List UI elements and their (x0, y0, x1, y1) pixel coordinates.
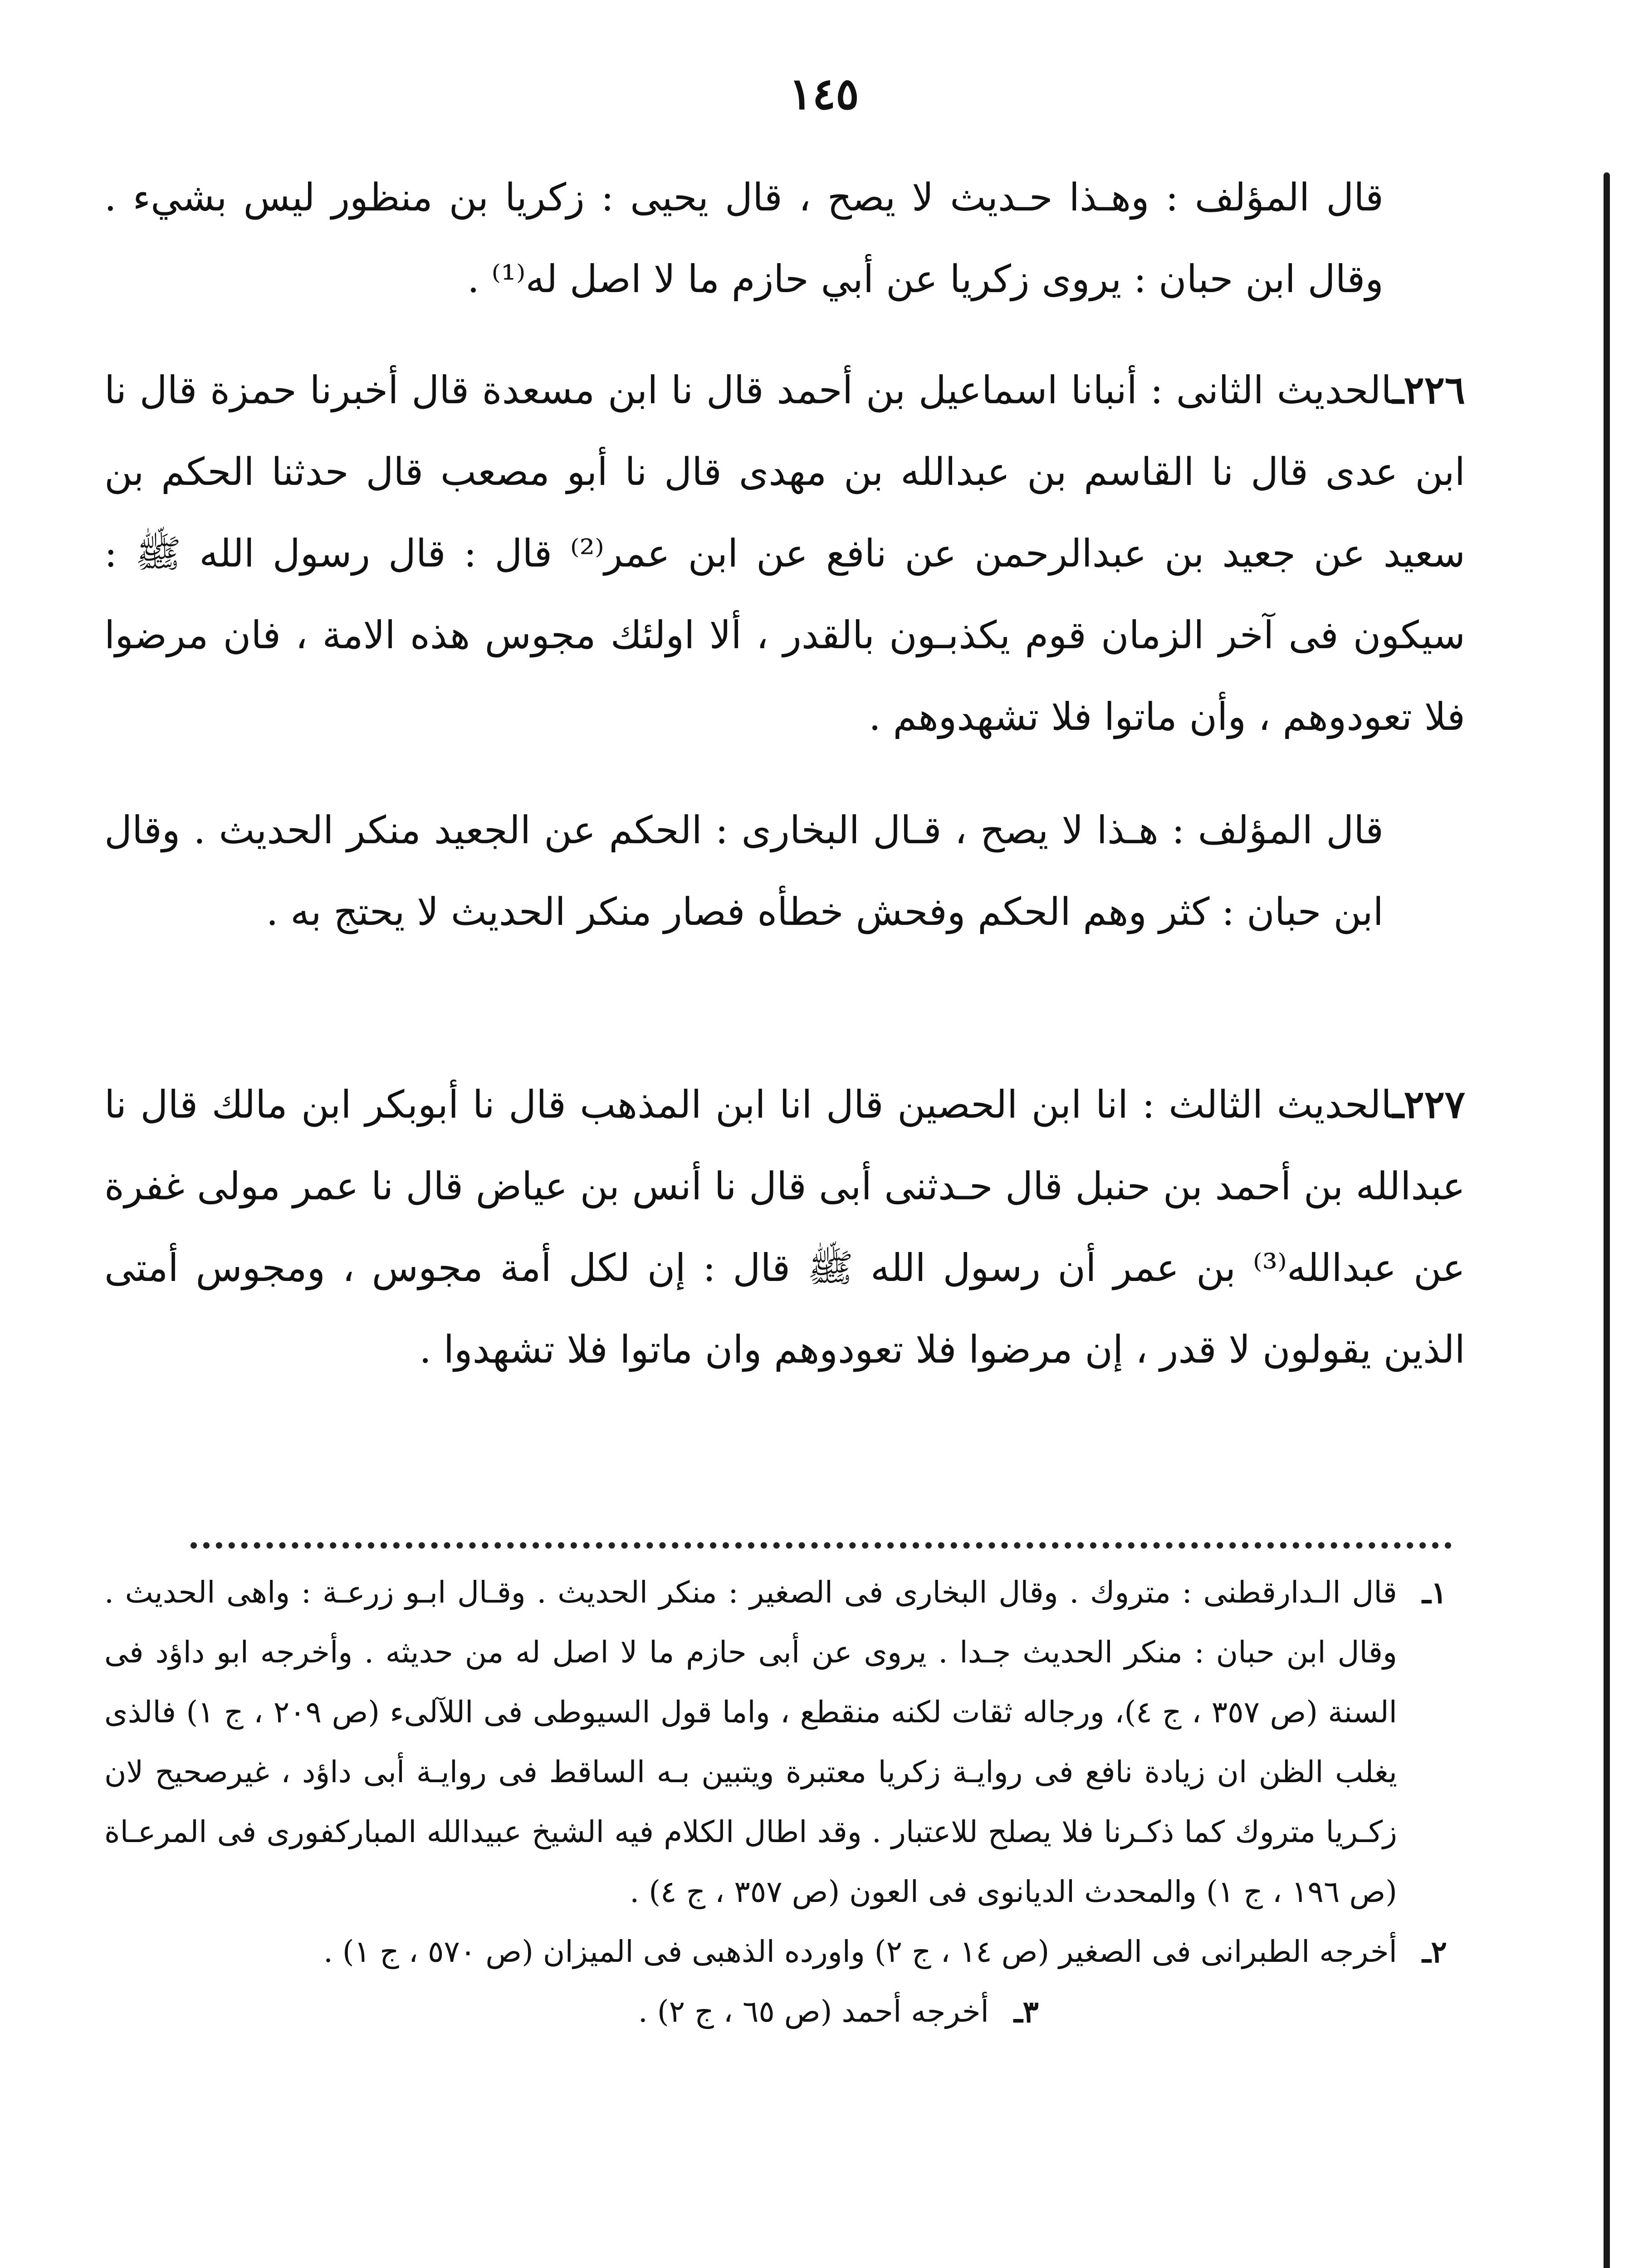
paragraph-text: قال المؤلف : هـذا لا يصح ، قـال البخارى : الحكم عن الجعيد منكر الحديث . وقال ابن حبان : كثر وهم الحكم وفحش خطأه فصار منكر الحديث لا يحتج به . (104, 808, 1384, 934)
footnote-1 (104, 1563, 1447, 1922)
paragraph-body (104, 349, 1465, 758)
paragraph-author-comment-1 (104, 156, 1465, 320)
footnote-text: أخرجه الطبرانى فى الصغير (ص ١٤ ، ج ٢) واورده الذهبى فى الميزان (ص ٥٧٠ ، ج ١) . (323, 1934, 1397, 1969)
paragraph-hadith-227 (104, 1064, 1465, 1390)
footnote-text: قال الـدارقطنى : متروك . وقال البخارى فى الصغير : منكر الحديث . وقـال ابـو زرعـة : واهى الحديث . وقال ابن حبان : منكر الحديث جـدا . يروى عن أبى حازم ما لا اصل له من حديثه . وأخرجه ابو داؤد فى السنة (ص ٣٥٧ ، ج ٤)، ورجاله ثقات لكنه منقطع ، واما قول السيوطى فى اللآلىء (ص ٢٠٩ ، ج ١) فالذى يغلب الظن ان زيادة نافع فى روايـة زكريا معتبرة ويتبين بـه الساقط فى روايـة أبى داؤد ، غيرصحيح لان زكـريا متروك كما ذكـرنا فلا يصلح للاعتبار . وقد اطال الكلام فيه الشيخ عبيدالله المباركفورى فى المرعـاة (ص ١٩٦ ، ج ١) والمحدث الديانوى فى العون (ص ٣٥٧ ، ج ٤) . (104, 1575, 1398, 1909)
hadith-number: ٢٢٦ـ (1393, 367, 1465, 412)
footnote-text: أخرجه أحمد (ص ٦٥ ، ج ٢) . (638, 1994, 989, 2029)
footnotes (104, 1563, 1447, 2042)
hadith-number: ٢٢٧ـ (1393, 1082, 1465, 1127)
footnote-3 (104, 1982, 1447, 2042)
paragraph-hadith-226 (104, 349, 1465, 758)
paragraph-text: قال المؤلف : وهـذا حـديث لا يصح ، قال يحيى : زكريا بن منظور ليس بشيء . وقال ابن حبان : يروى زكريا عن أبي حازم ما لا اصل له⁽¹⁾ . (104, 175, 1384, 301)
footnote-2 (104, 1922, 1447, 1982)
footnote-divider (191, 1542, 1452, 1549)
footnote-number: ٣ـ (1014, 1994, 1039, 2029)
paragraph-text: الحديث الثالث : انا ابن الحصين قال انا ابن المذهب قال نا أبوبكر ابن مالك قال نا عبدالله بن أحمد بن حنبل قال حـدثنى أبى قال نا أنس بن عياض قال نا عمر مولى غفرة عن عبدالله⁽³⁾ بن عمر أن رسول الله ﷺ قال : إن لكل أمة مجوس ، ومجوس أمتى الذين يقولون لا قدر ، إن مرضوا فلا تعودوهم وان ماتوا فلا تشهدوا . (104, 1082, 1466, 1372)
paragraph-text: الحديث الثانى : أنبانا اسماعيل بن أحمد قال نا ابن مسعدة قال أخبرنا حمزة قال نا ابن عدى قال نا القاسم بن عبدالله بن مهدى قال نا أبو مصعب قال حدثنا الحكم بن سعيد عن جعيد بن عبدالرحمن عن نافع عن ابن عمر⁽²⁾ قال : قال رسول الله ﷺ : سيكون فى آخر الزمان قوم يكذبـون بالقدر ، ألا اولئك مجوس هذه الامة ، فان مرضوا فلا تعودوهم ، وأن ماتوا فلا تشهدوهم . (104, 368, 1465, 739)
footnote-number: ٢ـ (1422, 1934, 1447, 1970)
paragraph-body (104, 1064, 1465, 1390)
paragraph-author-comment-2 (104, 789, 1465, 953)
page-number: ١٤٥ (789, 68, 859, 119)
margin-rule (1604, 172, 1610, 2268)
footnote-number: ١ـ (1422, 1575, 1447, 1610)
